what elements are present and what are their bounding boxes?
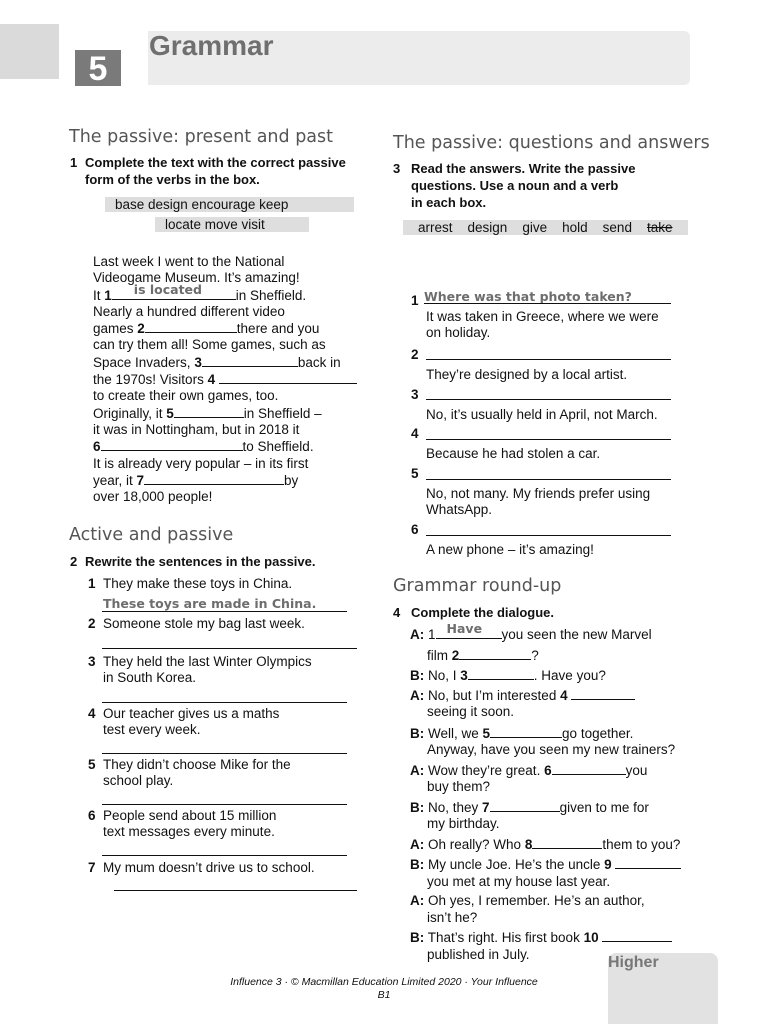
list-item xyxy=(88,616,305,632)
exercise-2-instruction xyxy=(70,553,315,570)
text: My uncle Joe. He’s the uncle xyxy=(428,857,605,872)
verb-box xyxy=(403,220,688,235)
dialogue-line: you met at my house last year. xyxy=(427,873,611,889)
gap-7-blank[interactable] xyxy=(490,799,560,812)
gap-number: 10 xyxy=(583,930,599,945)
item-number: 3 xyxy=(88,654,96,669)
gap-4-blank[interactable] xyxy=(219,371,357,384)
answer-line[interactable] xyxy=(426,535,671,536)
dialogue-line xyxy=(410,667,710,685)
section-title-active-passive: Active and passive xyxy=(69,525,234,545)
text: them to you? xyxy=(602,836,681,852)
item-text: They held the last Winter Olympics xyxy=(103,654,312,669)
text: . Have you? xyxy=(533,668,606,683)
section-title-passive-questions: The passive: questions and answers xyxy=(393,133,710,153)
dialogue-line xyxy=(410,893,710,910)
text: the 1970s! Visitors xyxy=(93,372,208,388)
item-text: My mum doesn’t drive us to school. xyxy=(103,860,315,875)
dialogue-line xyxy=(410,647,710,665)
text: Wow they’re great. xyxy=(428,762,545,778)
dialogue-line: seeing it soon. xyxy=(427,704,515,719)
reply-text: They’re designed by a local artist. xyxy=(426,367,628,382)
answer-line[interactable] xyxy=(426,399,671,400)
text: back in xyxy=(297,354,341,370)
reply-text: No, it’s usually held in April, not March. xyxy=(426,407,658,422)
answer-line[interactable] xyxy=(426,479,671,480)
text: Oh yes, I remember. He’s an author, xyxy=(428,893,645,908)
reply-text: Because he had stolen a car. xyxy=(426,446,601,461)
verb-box-line-1: base design encourage keep xyxy=(105,197,354,212)
item-number: 4 xyxy=(411,426,419,441)
text: go together. xyxy=(562,725,634,741)
gap-4-blank[interactable] xyxy=(571,687,635,700)
list-item xyxy=(88,654,312,687)
answer-line[interactable] xyxy=(424,303,671,304)
gap-1-answer: is located xyxy=(133,281,202,297)
exercise-number: 2 xyxy=(70,554,78,569)
exercise-3-instruction xyxy=(393,160,635,211)
dialogue-line xyxy=(410,725,710,743)
instruction-text: Read the answers. Write the passive xyxy=(411,161,636,176)
item-text: text messages every minute. xyxy=(103,824,275,840)
speaker: A: xyxy=(410,687,425,703)
text: you seen the new Marvel xyxy=(501,627,652,642)
text-line: Nearly a hundred different video xyxy=(93,303,285,319)
box-verb: send xyxy=(602,220,632,235)
section-title-grammar-round-up: Grammar round-up xyxy=(393,576,562,596)
gap-number: 8 xyxy=(524,836,533,852)
dialogue-line xyxy=(410,762,710,780)
dialogue-line: published in July. xyxy=(427,946,530,962)
box-verb: design xyxy=(467,220,508,235)
item-number: 2 xyxy=(411,347,419,362)
text-line: can try them all! Some games, such as xyxy=(93,337,326,353)
text: to Sheffield. xyxy=(242,439,314,455)
list-item xyxy=(88,808,276,841)
text-line: Videogame Museum. It’s amazing! xyxy=(93,270,300,286)
gap-number: 6 xyxy=(93,439,101,455)
gap-9-blank[interactable] xyxy=(615,856,681,869)
item-number: 5 xyxy=(411,466,419,481)
text: in Sheffield. xyxy=(235,287,307,303)
gap-5-blank[interactable] xyxy=(490,725,562,738)
reply xyxy=(426,486,650,519)
gap-3-blank[interactable] xyxy=(202,354,298,367)
item-text: Our teacher gives us a maths xyxy=(103,706,280,721)
speaker: A: xyxy=(410,627,425,642)
gap-number: 5 xyxy=(482,725,491,741)
dialogue-line: Anyway, have you seen my new trainers? xyxy=(427,742,676,757)
item-number: 6 xyxy=(411,522,419,537)
gap-1-blank[interactable] xyxy=(112,281,236,300)
gap-number: 7 xyxy=(136,472,145,488)
exercise-number: 1 xyxy=(70,155,78,170)
exercise-number: 3 xyxy=(393,161,401,176)
answer-line[interactable] xyxy=(426,359,671,360)
text-line xyxy=(93,405,368,422)
dialogue xyxy=(410,621,710,963)
exercise-1-instruction xyxy=(70,154,346,188)
item-number: 2 xyxy=(88,616,96,631)
gap-6-blank[interactable] xyxy=(552,762,626,775)
text-line xyxy=(93,438,368,455)
item-number: 3 xyxy=(411,387,419,402)
text-line: it was in Nottingham, but in 2018 it xyxy=(93,421,300,437)
gap-number: 2 xyxy=(137,321,145,337)
gap-1-answer: Have xyxy=(446,621,483,636)
dialogue-line xyxy=(410,799,710,817)
list-item xyxy=(88,576,292,592)
exercise-number: 4 xyxy=(393,605,401,620)
gap-number: 1 xyxy=(428,627,436,642)
dialogue-line xyxy=(410,836,710,854)
text-line: to create their own games, too. xyxy=(93,388,279,404)
page-title: Grammar xyxy=(149,30,274,61)
exercise-4-instruction xyxy=(393,604,554,621)
gap-number: 3 xyxy=(194,354,202,370)
text: Originally, it xyxy=(93,405,167,421)
reply-text: WhatsApp. xyxy=(426,502,493,518)
level-tab-label: Higher xyxy=(608,954,659,971)
dialogue-line xyxy=(410,687,710,705)
instruction-text: Complete the text with the correct passive xyxy=(85,155,346,170)
gap-2-blank[interactable] xyxy=(145,320,237,333)
gap-3-blank[interactable] xyxy=(468,667,534,680)
item-number: 6 xyxy=(88,808,96,823)
text-line xyxy=(93,354,368,371)
corner-tab xyxy=(0,24,59,79)
reply-text: No, not many. My friends prefer using xyxy=(426,486,651,501)
text: in Sheffield – xyxy=(243,405,322,421)
text: That’s right. His first book xyxy=(427,930,584,945)
gap-number: 5 xyxy=(166,405,174,421)
gap-number: 1 xyxy=(104,287,112,303)
footer-copyright: Influence 3 · © Macmillan Education Limited 2020 · Your Influence xyxy=(230,976,538,988)
gap-2-blank[interactable] xyxy=(459,647,531,660)
gap-1-blank[interactable] xyxy=(436,621,502,639)
answer-line[interactable] xyxy=(102,702,347,703)
dialogue-line xyxy=(410,621,710,644)
answer-line[interactable] xyxy=(102,753,347,754)
text: you xyxy=(625,762,648,778)
text-line: Last week I went to the National xyxy=(93,254,285,269)
answer-line[interactable] xyxy=(426,439,671,440)
text: given to me for xyxy=(559,799,649,815)
box-verb: hold xyxy=(562,220,588,235)
item-number: 5 xyxy=(88,757,96,772)
item-1-answer: These toys are made in China. xyxy=(103,596,317,611)
instruction-text: in each box. xyxy=(411,195,487,210)
item-text: in South Korea. xyxy=(103,670,197,686)
text: Oh really? Who xyxy=(428,836,525,852)
gap-number: 3 xyxy=(460,668,468,683)
dialogue-line: my birthday. xyxy=(427,816,500,831)
reply xyxy=(426,309,659,342)
list-item xyxy=(88,706,279,739)
answer-line[interactable] xyxy=(102,648,357,649)
text: No, they xyxy=(428,799,483,815)
gap-number: 9 xyxy=(604,857,612,872)
gap-number: 2 xyxy=(451,647,460,663)
instruction-text: Complete the dialogue. xyxy=(411,605,555,620)
instruction-text: form of the verbs in the box. xyxy=(85,172,260,187)
item-text: People send about 15 million xyxy=(103,808,277,823)
speaker: B: xyxy=(410,725,425,741)
text-line xyxy=(93,472,368,489)
gap-number: 4 xyxy=(207,372,216,388)
answer-line[interactable] xyxy=(102,611,347,612)
text: there and you xyxy=(236,321,320,337)
box-verb: arrest xyxy=(418,220,453,235)
text-line xyxy=(93,281,368,304)
box-verb: give xyxy=(522,220,548,235)
text: It xyxy=(93,287,105,303)
list-item xyxy=(88,860,315,876)
item-text: They make these toys in China. xyxy=(103,576,293,591)
reply-text: on holiday. xyxy=(426,325,491,341)
answer-line[interactable] xyxy=(102,804,347,805)
text: year, it xyxy=(93,472,137,488)
answer-line[interactable] xyxy=(114,890,357,891)
text-line xyxy=(93,371,368,388)
item-text: Someone stole my bag last week. xyxy=(103,616,305,631)
unit-number: 5 xyxy=(75,50,121,86)
gap-10-blank[interactable] xyxy=(602,929,672,942)
item-1-answer: Where was that photo taken? xyxy=(424,289,632,304)
speaker: B: xyxy=(410,857,425,872)
text: film xyxy=(427,647,452,663)
text: No, but I’m interested xyxy=(428,687,561,703)
text: No, I xyxy=(428,668,461,683)
gap-number: 6 xyxy=(544,762,552,778)
text-line: It is already very popular – in its first xyxy=(93,455,309,471)
item-number: 1 xyxy=(88,576,96,591)
dialogue-line: buy them? xyxy=(427,779,491,794)
text: games xyxy=(93,321,138,337)
item-number: 4 xyxy=(88,706,96,721)
text-line: over 18,000 people! xyxy=(93,489,213,505)
text: Well, we xyxy=(428,725,483,741)
text-line xyxy=(93,320,368,337)
speaker: B: xyxy=(410,668,425,683)
item-text: school play. xyxy=(103,773,174,789)
item-number: 1 xyxy=(411,293,419,308)
section-title-passive-present-past: The passive: present and past xyxy=(69,127,334,147)
gap-number: 4 xyxy=(560,687,568,703)
item-text: test every week. xyxy=(103,722,201,738)
item-text: They didn’t choose Mike for the xyxy=(103,757,291,772)
text: ? xyxy=(531,647,539,663)
dialogue-line xyxy=(410,856,710,874)
gap-8-blank[interactable] xyxy=(532,836,602,849)
instruction-text: questions. Use a noun and a verb xyxy=(411,178,619,193)
speaker: A: xyxy=(410,893,425,908)
speaker: A: xyxy=(410,762,425,778)
gap-number: 7 xyxy=(482,799,490,815)
instruction-text: Rewrite the sentences in the passive. xyxy=(85,554,316,569)
reply-text: It was taken in Greece, where we were xyxy=(426,309,659,324)
noun-box xyxy=(482,252,620,282)
item-number: 7 xyxy=(88,860,96,875)
gap-6-blank[interactable] xyxy=(101,438,243,451)
speaker: B: xyxy=(410,799,425,815)
dialogue-line xyxy=(410,929,710,947)
gap-7-blank[interactable] xyxy=(144,472,284,485)
exercise-1-text xyxy=(93,254,368,505)
speaker: A: xyxy=(410,836,425,852)
gap-5-blank[interactable] xyxy=(174,405,244,418)
speaker: B: xyxy=(410,930,425,945)
dialogue-line: isn’t he? xyxy=(427,909,478,925)
list-item xyxy=(88,757,291,790)
answer-line[interactable] xyxy=(102,855,347,856)
box-verb-crossed-out: take xyxy=(646,220,673,235)
text: Space Invaders, xyxy=(93,354,195,370)
reply-text: A new phone – it’s amazing! xyxy=(426,542,594,557)
text: by xyxy=(284,472,299,488)
footer-level: B1 xyxy=(377,989,391,1001)
verb-box-line-2: locate move visit xyxy=(155,217,309,232)
